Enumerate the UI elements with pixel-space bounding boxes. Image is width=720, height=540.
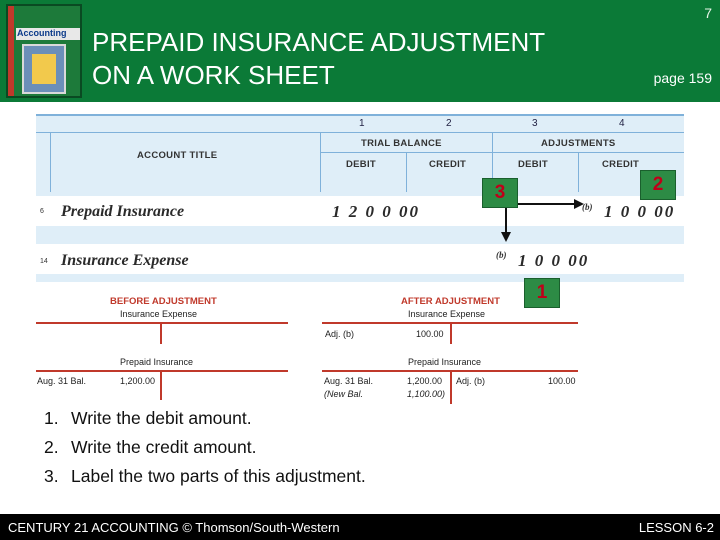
after-prepaid-debit-amount: 1,200.00: [407, 376, 443, 386]
instruction-list: [44, 404, 366, 491]
before-prepaid-debit-amount: 1,200.00: [120, 376, 156, 386]
instruction-item: [44, 433, 366, 462]
slide-number: 7: [704, 5, 712, 21]
page-reference: page 159: [653, 70, 712, 86]
adjustment-debit-amount: 1 0 0 00: [518, 251, 590, 270]
after-adjustment-label: AFTER ADJUSTMENT: [401, 296, 500, 307]
adjustment-label: (b): [496, 250, 507, 260]
callout-1: 1: [524, 278, 560, 308]
slide-header: [0, 0, 720, 102]
instruction-text: Label the two parts of this adjustment.: [71, 466, 366, 486]
callout-3: 3: [482, 178, 518, 208]
after-expense-debit-amount: 100.00: [416, 329, 444, 339]
column-number-2: 2: [446, 118, 452, 129]
adj-credit-header: CREDIT: [602, 159, 640, 170]
t-account-rule: [36, 322, 288, 324]
trial-balance-header: TRIAL BALANCE: [361, 138, 442, 149]
slide-footer: [0, 514, 720, 540]
after-prepaid-credit-amount: 100.00: [548, 376, 576, 386]
instruction-item: [44, 404, 366, 433]
slide-title: [92, 26, 545, 92]
instruction-number: 1.: [44, 408, 59, 428]
tb-credit-header: CREDIT: [429, 159, 467, 170]
book-cover-art: [22, 44, 66, 94]
account-name: Prepaid Insurance: [61, 203, 185, 220]
before-prepaid-insurance-title: Prepaid Insurance: [120, 357, 194, 367]
before-prepaid-debit-label: Aug. 31 Bal.: [37, 376, 87, 386]
after-insurance-expense-title: Insurance Expense: [408, 309, 486, 319]
column-number-1: 1: [359, 118, 365, 129]
adjustment-label: (b): [582, 202, 593, 212]
textbook-cover-logo: [6, 4, 82, 98]
after-prepaid-credit-label: Adj. (b): [456, 376, 486, 386]
adjustments-header: ADJUSTMENTS: [541, 138, 616, 149]
instruction-item: [44, 462, 366, 491]
account-title-header: ACCOUNT TITLE: [137, 150, 218, 161]
after-prepaid-insurance-title: Prepaid Insurance: [408, 357, 482, 367]
arrow-head-down: [501, 232, 511, 242]
instruction-text: Write the debit amount.: [71, 408, 252, 428]
title-line-1: PREPAID INSURANCE ADJUSTMENT: [92, 27, 546, 57]
instruction-text: Write the credit amount.: [71, 437, 257, 457]
tb-debit-header: DEBIT: [346, 159, 376, 170]
t-account-rule: [160, 370, 162, 400]
t-account-rule: [36, 370, 288, 372]
account-name: Insurance Expense: [61, 252, 189, 269]
column-number-3: 3: [532, 118, 538, 129]
t-account-rule: [450, 322, 452, 344]
footer-lesson: LESSON 6-2: [638, 520, 714, 535]
title-line-2: ON A WORK SHEET: [92, 60, 335, 90]
adj-debit-header: DEBIT: [518, 159, 548, 170]
footer-copyright: CENTURY 21 ACCOUNTING © Thomson/South-Western: [8, 520, 340, 535]
t-account-rule: [160, 322, 162, 344]
row-number: 6: [40, 208, 44, 215]
instruction-number: 2.: [44, 437, 59, 457]
trial-balance-debit-amount: 1 2 0 0 00: [332, 202, 420, 221]
book-spine: [8, 6, 14, 96]
before-insurance-expense-title: Insurance Expense: [120, 309, 198, 319]
after-prepaid-debit-label: Aug. 31 Bal.: [324, 376, 374, 386]
after-new-balance-amount: 1,100.00): [407, 389, 446, 399]
arrow-head-right: [574, 199, 584, 209]
adjustment-credit-amount: 1 0 0 00: [604, 202, 676, 221]
callout-2: 2: [640, 170, 676, 200]
instruction-number: 3.: [44, 466, 59, 486]
row-number: 14: [40, 258, 48, 265]
column-number-4: 4: [619, 118, 625, 129]
callout-arrows: [36, 114, 684, 282]
book-logo-text: Accounting: [17, 28, 67, 38]
t-account-rule: [450, 370, 452, 404]
before-adjustment-label: BEFORE ADJUSTMENT: [110, 296, 217, 307]
after-expense-debit-label: Adj. (b): [325, 329, 355, 339]
after-new-balance-label: (New Bal.: [324, 389, 364, 399]
